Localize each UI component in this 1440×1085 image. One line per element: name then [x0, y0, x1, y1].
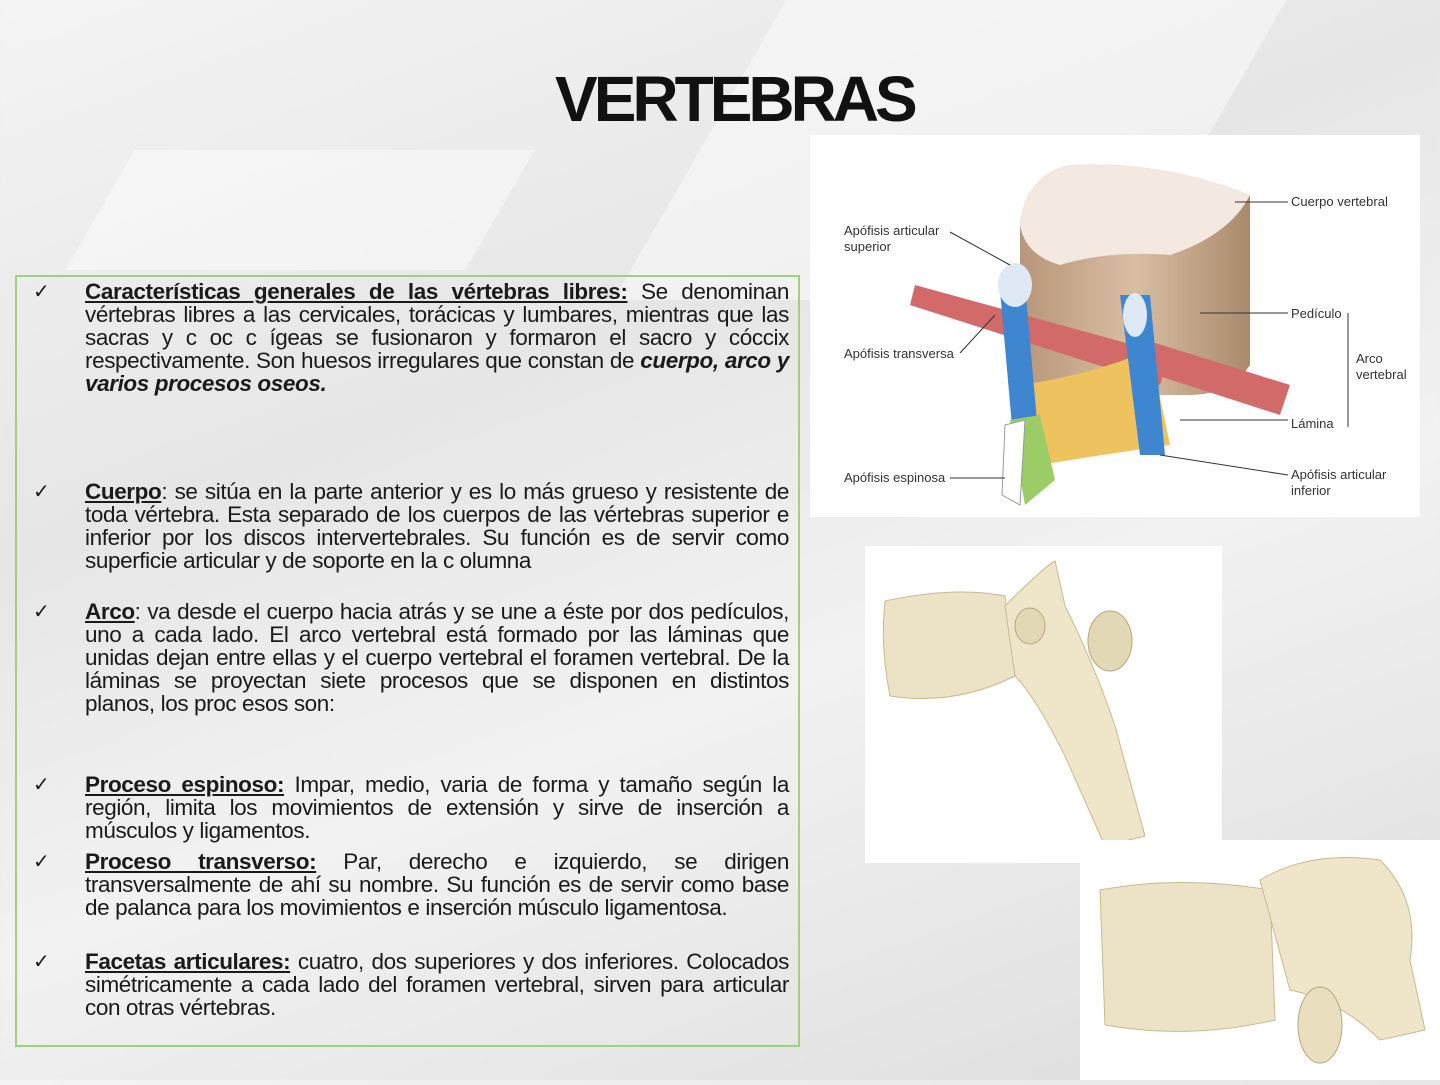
check-icon: ✓	[33, 279, 50, 303]
label-articular-superior: Apófisis articular superior	[844, 223, 940, 254]
bone-image	[1080, 840, 1440, 1080]
list-item: ✓ Cuerpo: se sitúa en la parte anterior y es lo más grueso y resistente de toda vértebra. Esta separado de los cuerpos de las vértebras superior e inferior por los discos intervertebrales. Su función es de servir como superficie articular y de soporte en la c olumna	[33, 479, 789, 573]
vertebra-photo-lateral	[865, 546, 1222, 863]
background-shape	[65, 150, 534, 270]
list-item: ✓ Características generales de las vértebras libres: Se denominan vértebras libres a las cervicales, torácicas y lumbares, mientras que las sacras y c oc c ígeas se fusionaron y formaron el sacro y cóccix respectivamente. Son huesos irregulares que constan de cuerpo, arco y varios procesos oseos.	[33, 279, 790, 396]
vertebra-photo-oblique	[1080, 840, 1440, 1080]
list-item: ✓ Facetas articulares: cuatro, dos superiores y dos inferiores. Colocados simétricamente a cada lado del foramen vertebral, sirven para articular con otras vértebras.	[33, 949, 789, 1020]
list-item: ✓ Arco: va desde el cuerpo hacia atrás y se une a éste por dos pedículos, uno a cada lado. El arco vertebral está formado por las láminas que unidas dejan entre ellas y el cuerpo vertebral el foramen vertebral. De la láminas se proyectan siete procesos que se disponen en distintos planos, los proc esos son:	[33, 599, 789, 716]
check-icon: ✓	[33, 479, 50, 503]
label-lamina: Lámina	[1291, 416, 1334, 431]
page-title: VERTEBRAS	[555, 63, 914, 135]
label-pediculo: Pedículo	[1291, 306, 1342, 321]
list-item: ✓ Proceso espinoso: Impar, medio, varia de forma y tamaño según la región, limita los movimientos de extensión y sirve de inserción a músculos y ligamentos.	[33, 772, 789, 843]
check-icon: ✓	[33, 949, 50, 973]
check-icon: ✓	[33, 849, 50, 873]
bone-image	[865, 546, 1222, 863]
vertebra-illustration	[810, 135, 1420, 517]
check-icon: ✓	[33, 772, 50, 796]
label-espinosa: Apófisis espinosa	[844, 470, 946, 485]
label-articular-inferior: Apófisis articular inferior	[1291, 467, 1387, 498]
label-transversa: Apófisis transversa	[844, 346, 954, 361]
label-arco: Arco vertebral	[1356, 351, 1407, 382]
check-icon: ✓	[33, 599, 50, 623]
label-cuerpo: Cuerpo vertebral	[1291, 194, 1388, 209]
vertebra-diagram	[810, 135, 1420, 517]
list-item: ✓ Proceso transverso: Par, derecho e izquierdo, se dirigen transversalmente de ahí su nombre. Su función es de servir como base de palanca para los movimientos e inserción músculo ligamentosa.	[33, 849, 790, 920]
